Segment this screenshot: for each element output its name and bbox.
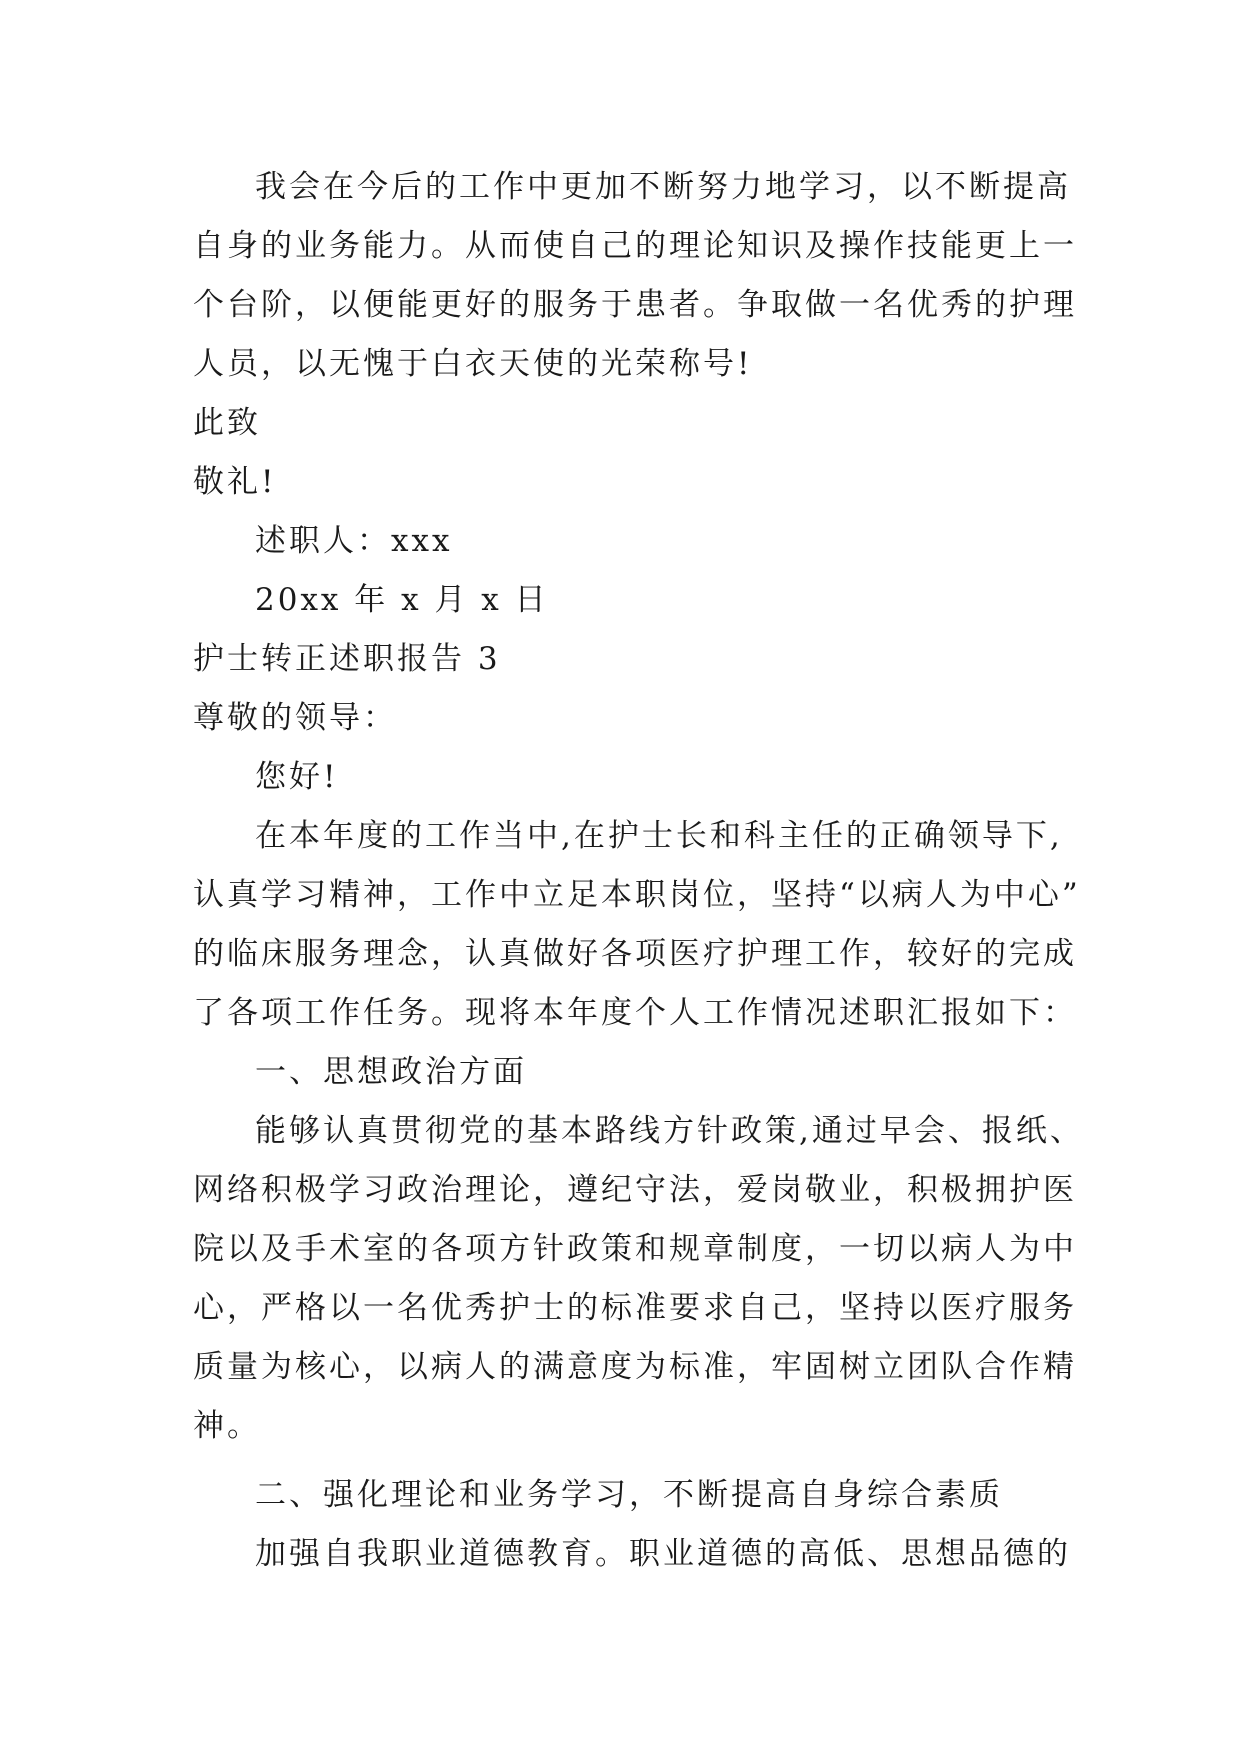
paragraph-gap (193, 1456, 1053, 1466)
paragraph-line: 质量为核心，以病人的满意度为标准，牢固树立团队合作精 (193, 1349, 1077, 1385)
paragraph-line: 加强自我职业道德教育。职业道德的高低、思想品德的 (255, 1536, 1071, 1572)
paragraph-line: 心，严格以一名优秀护士的标准要求自己，坚持以医疗服务 (193, 1290, 1077, 1326)
paragraph-line: 能够认真贯彻党的基本路线方针政策,通过早会、报纸、 (255, 1113, 1084, 1149)
paragraph-line: 在本年度的工作当中,在护士长和科主任的正确领导下, (255, 818, 1063, 854)
section-title: 二、强化理论和业务学习，不断提高自身综合素质 (255, 1477, 1003, 1513)
paragraph-line: 神。 (193, 1408, 261, 1444)
closing-line: 敬礼! (193, 464, 277, 500)
signer-line: 述职人：xxx (255, 523, 453, 559)
paragraph-line: 自身的业务能力。从而使自己的理论知识及操作技能更上一 (193, 228, 1077, 264)
paragraph-line: 认真学习精神，工作中立足本职岗位，坚持“以病人为中心” (193, 877, 1081, 913)
paragraph-line: 个台阶，以便能更好的服务于患者。争取做一名优秀的护理 (193, 287, 1077, 323)
section-title: 一、思想政治方面 (255, 1054, 527, 1090)
paragraph-line: 的临床服务理念，认真做好各项医疗护理工作，较好的完成 (193, 936, 1077, 972)
paragraph-line: 院以及手术室的各项方针政策和规章制度，一切以病人为中 (193, 1231, 1077, 1267)
closing-line: 此致 (193, 405, 261, 441)
paragraph-line: 人员，以无愧于白衣天使的光荣称号! (193, 346, 753, 382)
paragraph-line: 网络积极学习政治理论，遵纪守法，爱岗敬业，积极拥护医 (193, 1172, 1077, 1208)
paragraph-line: 我会在今后的工作中更加不断努力地学习，以不断提高 (255, 169, 1071, 205)
greeting-line: 您好! (255, 759, 339, 795)
document-body (193, 158, 1084, 1584)
paragraph-line: 了各项工作任务。现将本年度个人工作情况述职汇报如下： (193, 995, 1077, 1031)
report-heading: 护士转正述职报告 3 (193, 641, 501, 677)
date-line: 20xx 年 x 月 x 日 (255, 582, 549, 618)
salutation-line: 尊敬的领导： (193, 700, 397, 736)
